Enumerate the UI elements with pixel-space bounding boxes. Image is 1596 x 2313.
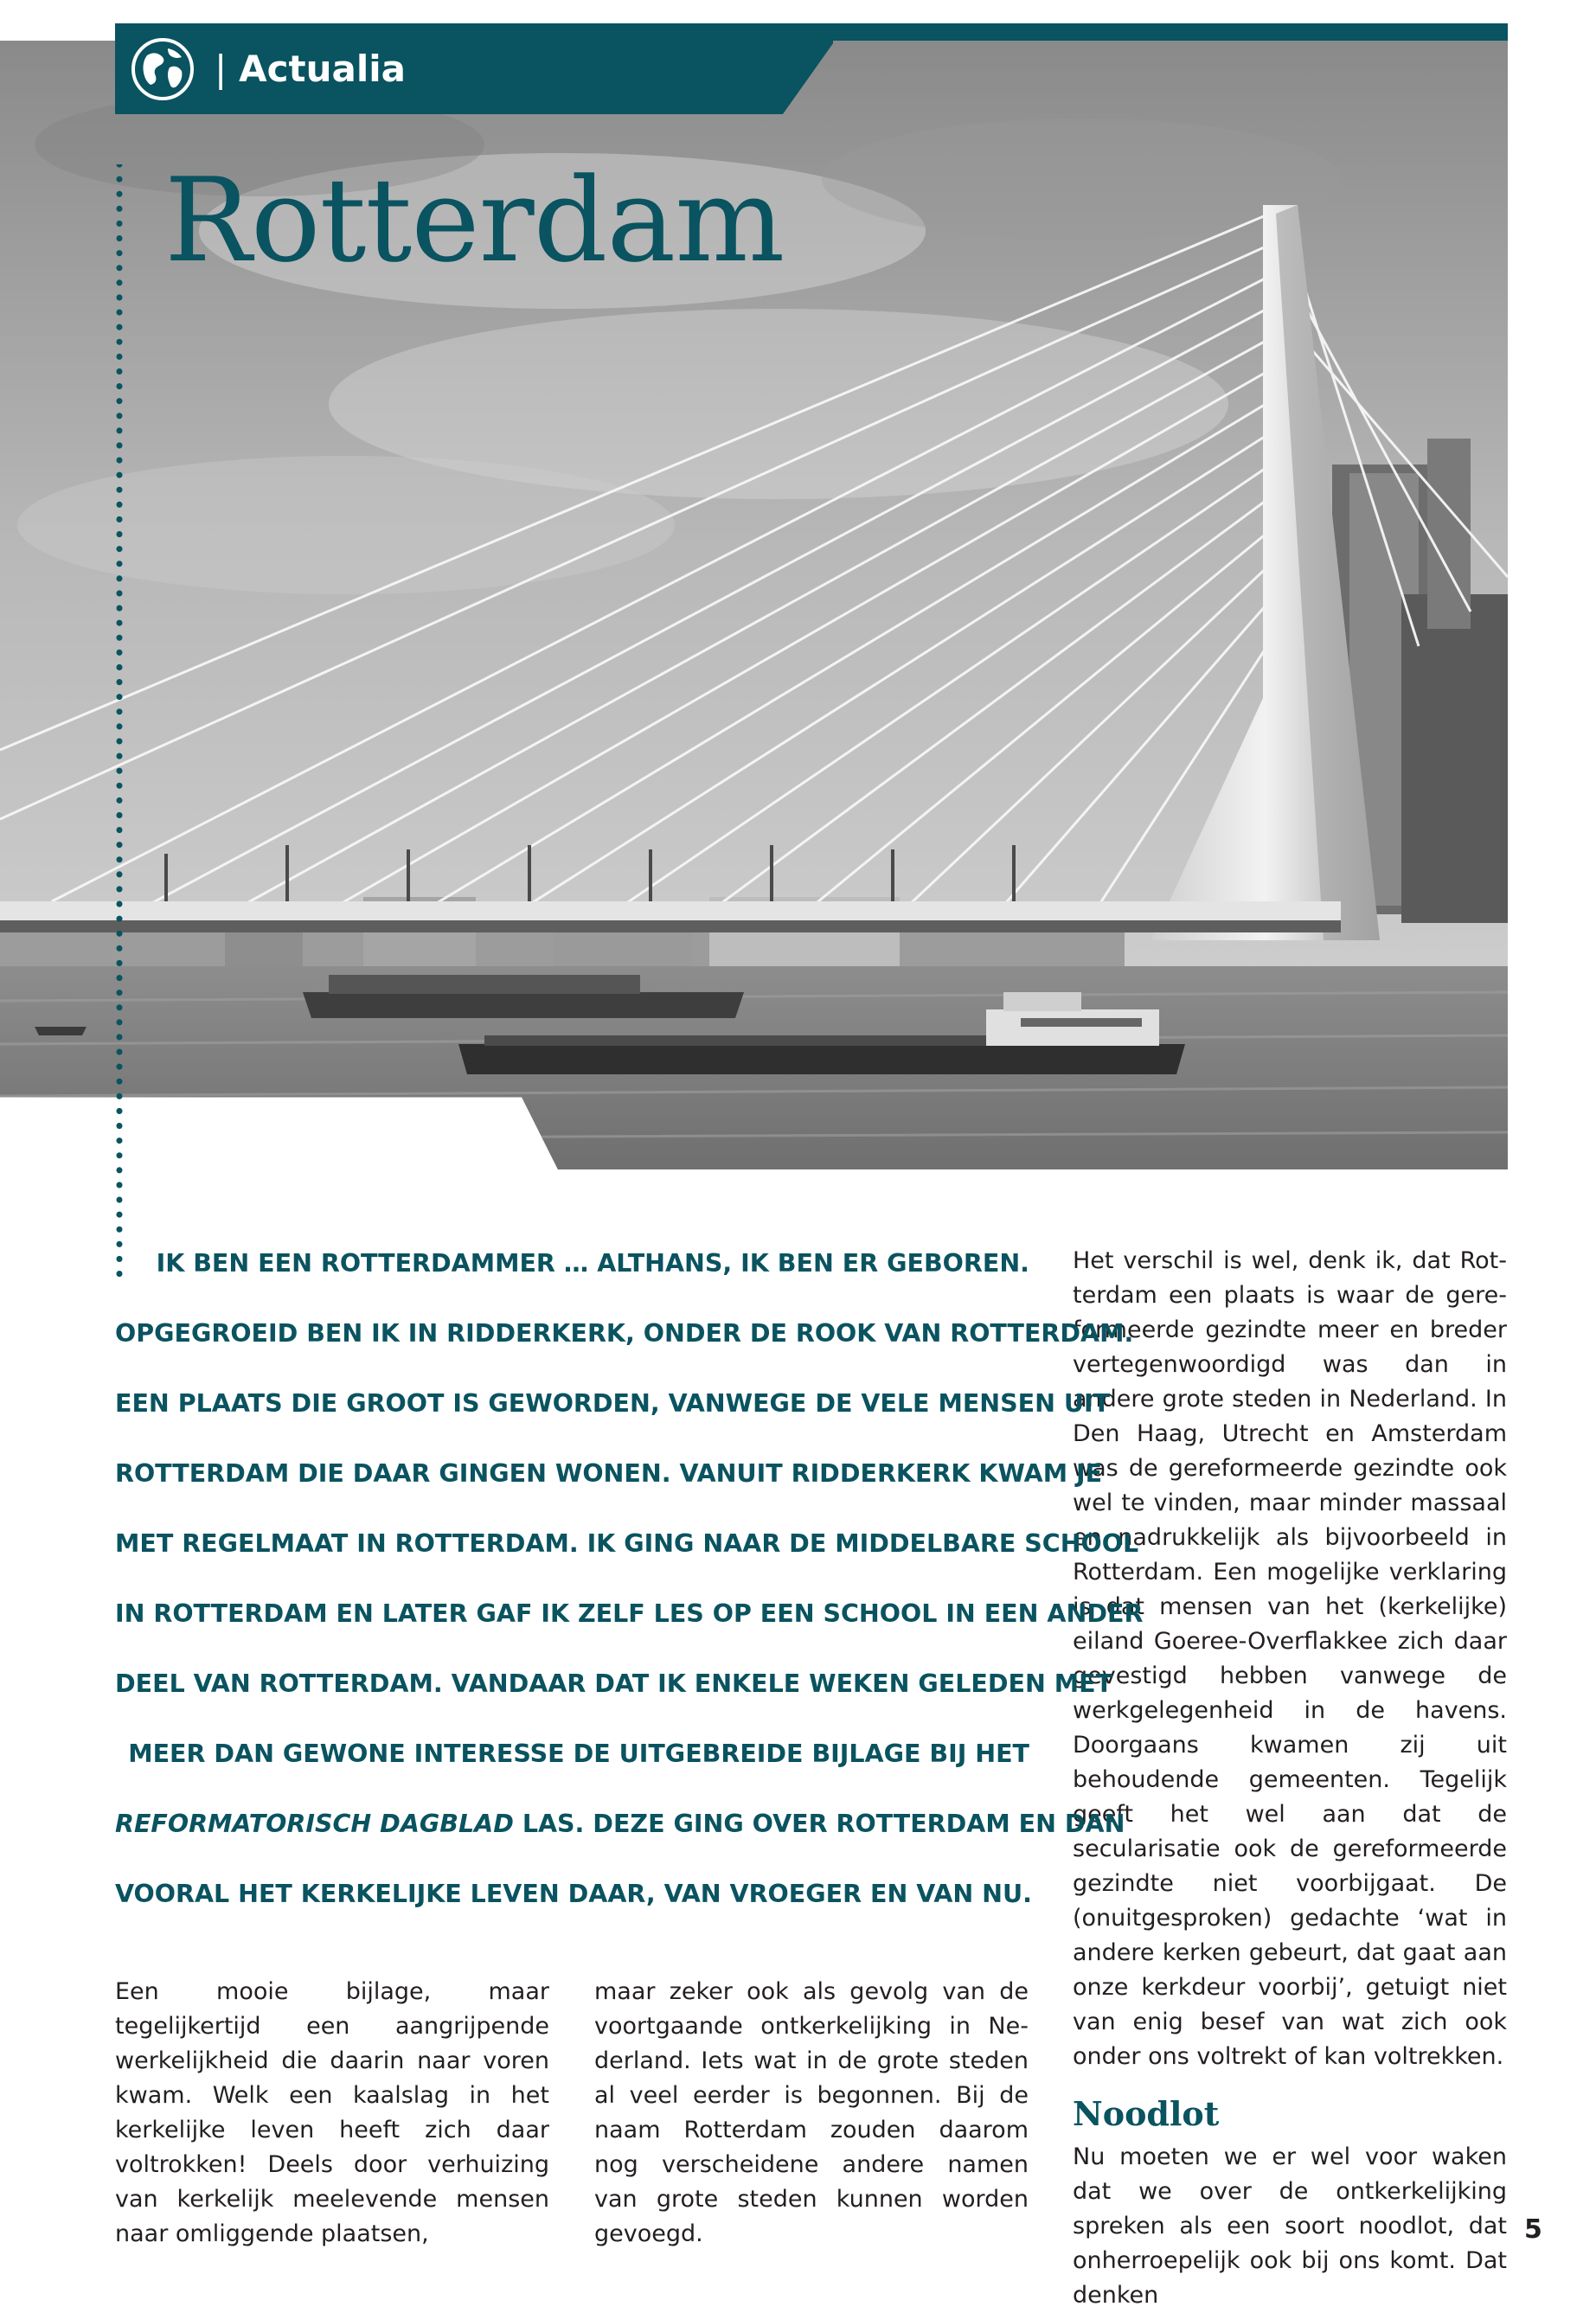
body-column-3 <box>1073 1244 1507 2313</box>
dotted-rule <box>114 164 125 1280</box>
body-paragraph: maar zeker ook als gevolg van de voortgaande ontkerkelijking in Nederland. Iets wat in de grote steden al veel eerder is begonnen. Bij de naam Rotterdam zouden daarom nog verscheidene andere namen van grote steden kunnen worden gevoegd. <box>594 1978 1029 2247</box>
section-title: | Actualia <box>215 48 407 90</box>
lead-line <box>115 1789 1125 1859</box>
body-column-2 <box>594 1975 1029 2252</box>
lead-line: MET REGELMAAT IN ROTTERDAM. IK GING NAAR DE MIDDELBARE SCHOOL <box>115 1529 1139 1558</box>
body-paragraph: Het verschil is wel, denk ik, dat Rotterdam een plaats is waar de gereformeerde gezindte meer en breder vertegenwoordigd was dan in andere grote steden in Nederland. In Den Haag, Utrecht en Amsterdam was de gereformeerde gezindte ook wel te vinden, maar minder massaal en nadrukkelijk als bijvoorbeeld in Rotterdam. Een mogelijke verklaring is dat mensen van het (kerkelijke) eiland Goeree-Overflakkee zich daar gevestigd hebben vanwege de werkgelegenheid in de havens. Doorgaans kwamen zij uit behoudende gemeenten. Tegelijk geeft het wel aan dat de secularisatie ook de gereformeerde gezindte niet voorbijgaat. De (onuitgesproken) gedachte ‘wat in andere kerken gebeurt, dat gaat aan onze kerkdeur voorbij’, getuigt niet van enig besef van wat zich ook onder ons voltrekt of kan voltrekken. <box>1073 1247 1507 2070</box>
body-paragraph: Nu moeten we er wel voor waken dat we over de ontkerkelijking spreken als een soort noodlot, dat onherroepelijk ook bij ons komt. Dat denken <box>1073 2143 1507 2309</box>
lead-line: IN ROTTERDAM EN LATER GAF IK ZELF LES OP EEN SCHOOL IN EEN ANDER <box>115 1599 1144 1628</box>
section-label: Actualia <box>239 48 407 90</box>
lead-line: VOORAL HET KERKELIJKE LEVEN DAAR, VAN VROEGER EN VAN NU. <box>115 1880 1032 1908</box>
lead-line: DEEL VAN ROTTERDAM. VANDAAR DAT IK ENKELE WEKEN GELEDEN MET <box>115 1669 1113 1698</box>
body-paragraph: Een mooie bijlage, maar tegelijkertijd een aangrijpende werkelijkheid die daarin naar voren kwam. Welk een kaalslag in het kerkelijke leven heeft zich daar voltrokken! Deels door verhuizing van kerkelijk meelevende mensen naar omliggende plaatsen, <box>115 1978 549 2247</box>
lead-line-rest: LAS. DEZE GING OVER ROTTERDAM EN DAN <box>513 1810 1125 1838</box>
lead-line: ROTTERDAM DIE DAAR GINGEN WONEN. VANUIT RIDDERKERK KWAM JE <box>115 1459 1103 1488</box>
lead-paragraph <box>115 1228 1144 1929</box>
newspaper-name: REFORMATORISCH DAGBLAD <box>115 1810 514 1838</box>
page-title: Rotterdam <box>164 153 785 288</box>
page-number: 5 <box>1524 2214 1542 2245</box>
lead-line: OPGEGROEID BEN IK IN RIDDERKERK, ONDER DE ROOK VAN ROTTERDAM. <box>115 1319 1134 1348</box>
lead-line: EEN PLAATS DIE GROOT IS GEWORDEN, VANWEGE DE VELE MENSEN UIT <box>115 1389 1111 1418</box>
globe-icon <box>130 36 195 102</box>
lead-line: MEER DAN GEWONE INTERESSE DE UITGEBREIDE BIJLAGE BIJ HET <box>128 1740 1029 1768</box>
lead-line: IK BEN EEN ROTTERDAMMER … ALTHANS, IK BEN ER GEBOREN. <box>156 1249 1029 1278</box>
body-column-1 <box>115 1975 549 2252</box>
subheading: Noodlot <box>1073 2094 1220 2133</box>
